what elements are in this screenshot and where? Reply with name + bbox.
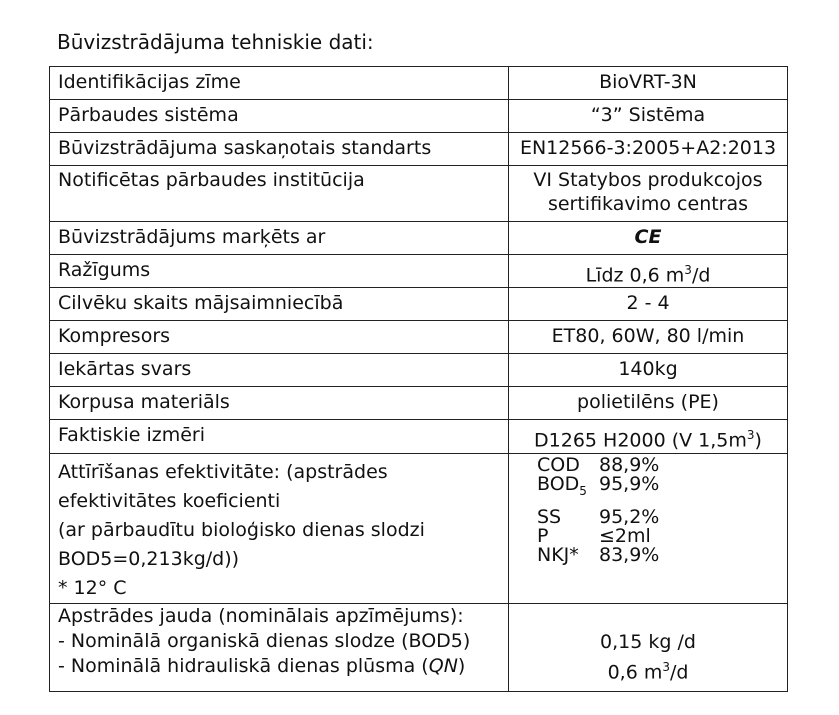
- value-text: Līdz 0,6 m: [585, 264, 685, 287]
- table-row: [50, 255, 788, 288]
- row-label: Ražīgums: [50, 255, 509, 288]
- row-value: ET80, 60W, 80 l/min: [509, 321, 788, 354]
- table-row: [50, 420, 788, 453]
- metric-name: SS: [537, 506, 562, 529]
- value-text: /d: [691, 264, 711, 287]
- technical-data-table: [49, 66, 788, 692]
- row-value: [509, 222, 788, 255]
- capacity-row: [50, 603, 788, 691]
- value-text: ): [754, 429, 762, 452]
- label-line: (ar pārbaudītu bioloģisko dienas slodzi: [58, 518, 425, 541]
- table-row: [50, 288, 788, 321]
- document-title: Būvizstrādājuma tehniskie dati:: [57, 30, 374, 54]
- row-label: Iekārtas svars: [50, 354, 509, 387]
- row-label: Korpusa materiāls: [50, 387, 509, 420]
- table-row: [50, 166, 788, 222]
- row-value: [509, 420, 788, 453]
- table-row: [50, 100, 788, 133]
- metric-value: ≤2ml: [599, 525, 651, 548]
- capacity-label: [50, 603, 509, 691]
- table-row: [50, 222, 788, 255]
- capacity-value: 0,15 kg /d: [600, 630, 696, 653]
- table-row: [50, 321, 788, 354]
- row-value: [509, 166, 788, 222]
- efficiency-values: [509, 453, 788, 603]
- table-row: [50, 387, 788, 420]
- capacity-value: 0,6 $m^3/d$: [607, 659, 689, 683]
- row-value: 2 - 4: [509, 288, 788, 321]
- row-value: [509, 255, 788, 288]
- metric-name: P: [537, 525, 549, 548]
- capacity-line: - Nominālā organiskā dienas slodze (BOD5): [58, 629, 471, 652]
- efficiency-row: [50, 453, 788, 603]
- label-line: efektivitātes koeficienti: [58, 489, 281, 512]
- row-label: Būvizstrādājuma saskaņotais standarts: [50, 133, 509, 166]
- row-value: polietilēns (PE): [509, 387, 788, 420]
- table-row: [50, 133, 788, 166]
- value-line: VI Statybos produkcojos: [533, 169, 763, 191]
- row-label: Būvizstrādājums marķēts ar: [50, 222, 509, 255]
- metric-value: 83,9%: [599, 544, 660, 567]
- table-row: [50, 354, 788, 387]
- row-label: Faktiskie izmēri: [50, 420, 509, 453]
- capacity-line: - Nominālā hidrauliskā dienas plūsma (QN): [58, 654, 466, 677]
- ce-mark: CE: [634, 226, 662, 248]
- value-text: D1265 H2000 (V 1,5m: [534, 429, 747, 452]
- row-value: BioVRT-3N: [509, 67, 788, 100]
- efficiency-label: [50, 453, 509, 603]
- row-value: 140kg: [509, 354, 788, 387]
- metric-name: $BOD_5$: [537, 472, 587, 498]
- metric-name: NKJ*: [537, 544, 579, 567]
- label-line: * 12° C: [58, 576, 127, 599]
- row-label: Notificētas pārbaudes institūcija: [50, 166, 509, 222]
- row-label: Cilvēku skaits mājsaimniecībā: [50, 288, 509, 321]
- metric-name: COD: [537, 453, 580, 476]
- metrics-list: [517, 454, 779, 566]
- label-line: BOD5=0,213kg/d)): [58, 547, 240, 570]
- value-exponent: 3: [684, 263, 692, 277]
- row-label: Kompresors: [50, 321, 509, 354]
- value-line: sertifikavimo centras: [547, 193, 749, 215]
- row-label: Pārbaudes sistēma: [50, 100, 509, 133]
- metric-value: 88,9%: [599, 453, 660, 476]
- capacity-header: Apstrādes jauda (nominālais apzīmējums):: [58, 604, 464, 627]
- label-line: Attīrīšanas efektivitāte: (apstrādes: [58, 460, 388, 483]
- metric-value: 95,2%: [599, 506, 660, 529]
- row-value: EN12566-3:2005+A2:2013: [509, 133, 788, 166]
- capacity-values: [509, 603, 788, 691]
- metric-value: 95,9%: [599, 472, 660, 495]
- table-row: [50, 67, 788, 100]
- row-label: Identifikācijas zīme: [50, 67, 509, 100]
- row-value: “3” Sistēma: [509, 100, 788, 133]
- value-exponent: 3: [746, 428, 755, 443]
